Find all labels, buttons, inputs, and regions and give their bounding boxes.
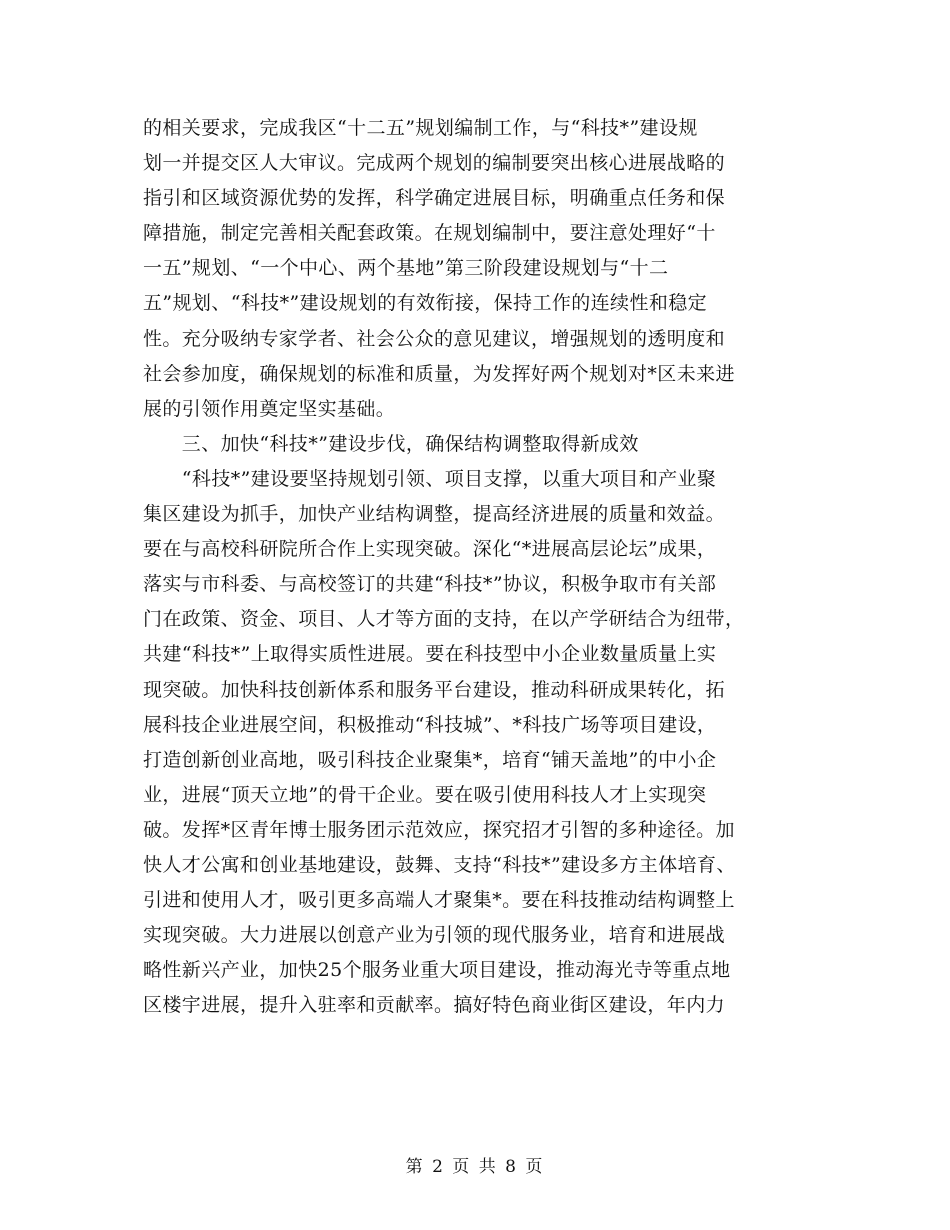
document-body — [143, 111, 823, 1023]
text-line: 打造创新创业高地，吸引科技企业聚集*，培育“铺天盖地”的中小企 — [143, 748, 717, 771]
text-line: 共建“科技*”上取得实质性进展。要在科技型中小企业数量质量上实 — [143, 643, 717, 666]
text-line: 要在与高校科研院所合作上实现突破。深化“*进展高层论坛”成果， — [143, 538, 717, 561]
text-line: “科技*”建设要坚持规划引领、项目支撑，以重大项目和产业聚 — [143, 467, 717, 490]
text-line: 障措施，制定完善相关配套政策。在规划编制中，要注意处理好“十 — [143, 222, 716, 245]
text-line: 一五”规划、“一个中心、两个基地”第三阶段建设规划与“十二 — [143, 257, 669, 280]
text-line: 划一并提交区人大审议。完成两个规划的编制要突出核心进展战略的 — [143, 152, 726, 175]
text-line: 集区建设为抓手，加快产业结构调整，提高经济进展的质量和效益。 — [143, 503, 726, 526]
text-line: 指引和区域资源优势的发挥，科学确定进展目标，明确重点任务和保 — [143, 187, 726, 210]
text-line: 五”规划、“科技*”建设规划的有效衔接，保持工作的连续性和稳定 — [143, 292, 708, 315]
text-line: 现突破。加快科技创新体系和服务平台建设，推动科研成果转化，拓 — [143, 678, 726, 701]
page-number-footer: 第 2 页 共 8 页 — [405, 1157, 545, 1177]
text-line: 业，进展“顶天立地”的骨干企业。要在吸引使用科技人才上实现突 — [143, 783, 707, 806]
text-line: 门在政策、资金、项目、人才等方面的支持，在以产学研结合为纽带， — [143, 608, 745, 631]
text-line: 略性新兴产业，加快25个服务业重大项目建设，推动海光寺等重点地 — [143, 959, 731, 982]
text-line: 性。充分吸纳专家学者、社会公众的意见建议，增强规划的透明度和 — [143, 327, 726, 350]
text-line: 展科技企业进展空间，积极推动“科技城”、*科技广场等项目建设， — [143, 713, 717, 736]
text-line: 破。发挥*区青年博士服务团示范效应，探究招才引智的多种途径。加 — [143, 818, 735, 841]
section-heading: 三、加快“科技*”建设步伐，确保结构调整取得新成效 — [143, 432, 639, 455]
text-line: 引进和使用人才，吸引更多高端人才聚集*。要在科技推动结构调整上 — [143, 889, 735, 912]
text-line: 展的引领作用奠定坚实基础。 — [143, 397, 396, 420]
text-line: 快人才公寓和创业基地建设，鼓舞、支持“科技*”建设多方主体培育、 — [143, 853, 736, 876]
text-line: 的相关要求，完成我区“十二五”规划编制工作，与“科技*”建设规 — [143, 117, 698, 139]
text-line: 区楼宇进展，提升入驻率和贡献率。搞好特色商业街区建设，年内力 — [143, 994, 726, 1017]
text-line: 落实与市科委、与高校签订的共建“科技*”协议，积极争取市有关部 — [143, 573, 717, 596]
text-line: 实现突破。大力进展以创意产业为引领的现代服务业，培育和进展战 — [143, 924, 726, 947]
text-line: 社会参加度，确保规划的标准和质量，为发挥好两个规划对*区未来进 — [143, 362, 735, 385]
